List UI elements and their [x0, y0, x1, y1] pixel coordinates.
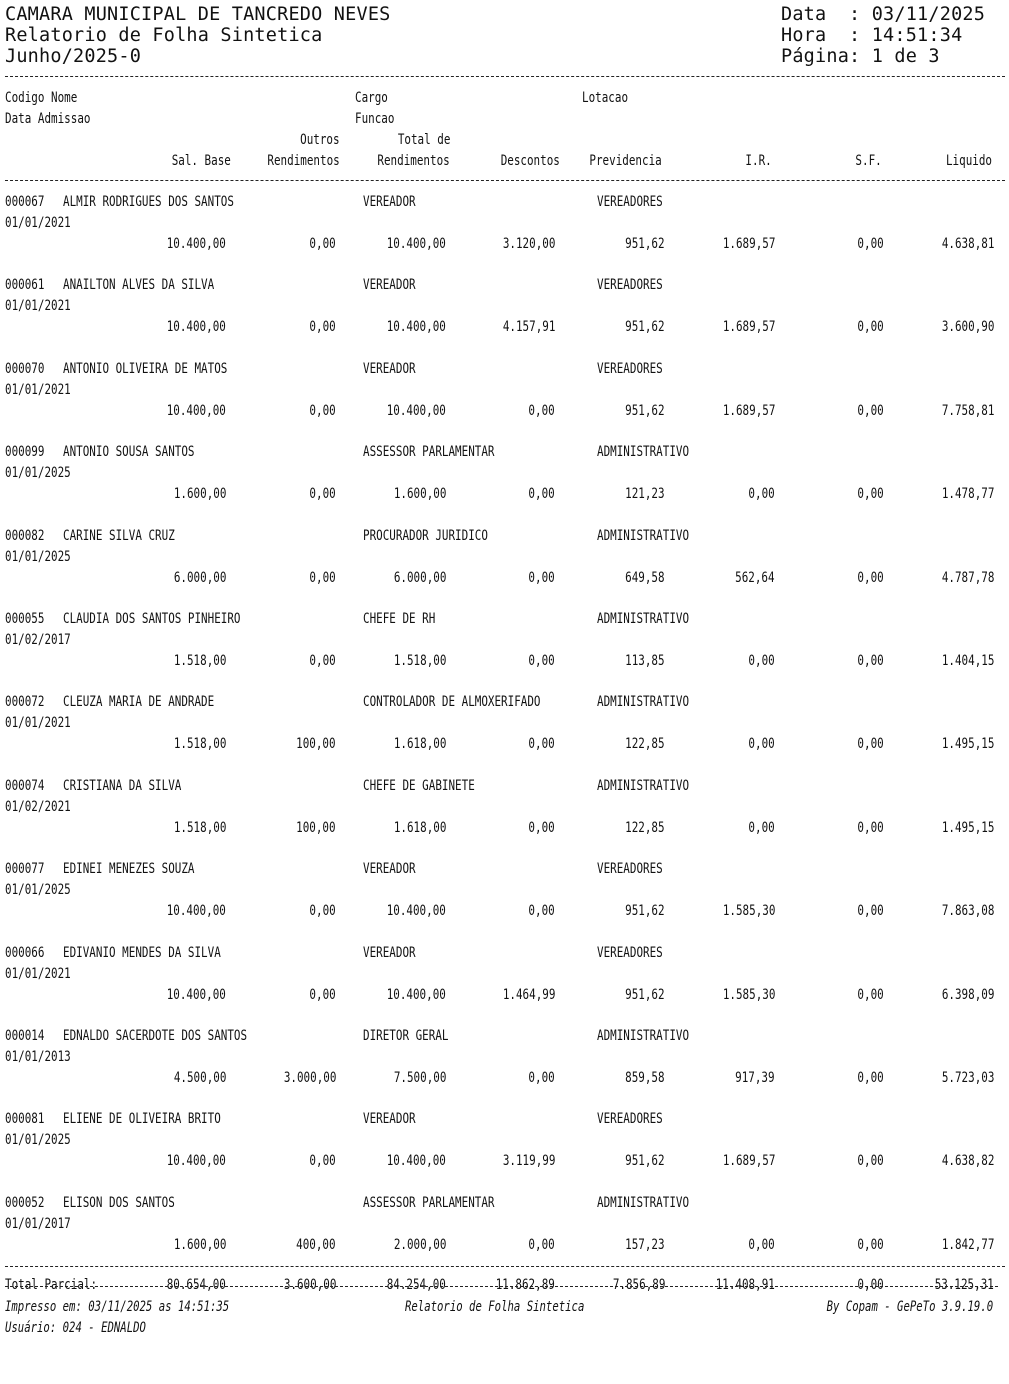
footer-by: By Copam - GePeTo 3.9.19.0: [826, 1299, 993, 1315]
employee-code: 000074: [5, 778, 45, 794]
report-title: Relatorio de Folha Sintetica: [5, 25, 323, 46]
employee-previdencia: 113,85: [625, 653, 665, 669]
employee-code: 000077: [5, 861, 45, 877]
employee-sal-base: 1.518,00: [173, 736, 226, 752]
employee-cargo: ASSESSOR PARLAMENTAR: [363, 1195, 495, 1211]
employee-lotacao: VEREADORES: [597, 361, 663, 377]
employee-sf: 0,00: [857, 403, 884, 419]
employee-previdencia: 157,23: [625, 1237, 665, 1253]
employee-sf: 0,00: [857, 1237, 884, 1253]
employee-code: 000066: [5, 945, 45, 961]
report-time: Hora : 14:51:34: [781, 25, 963, 46]
total-descontos: 11.862,89: [495, 1277, 555, 1293]
employee-name: CLAUDIA DOS SANTOS PINHEIRO: [63, 611, 241, 627]
employee-descontos: 1.464,99: [502, 987, 555, 1003]
report-date: Data : 03/11/2025: [781, 4, 986, 25]
employee-outros: 3.000,00: [283, 1070, 336, 1086]
col-outros-line2: Rendimentos: [267, 153, 340, 169]
employee-sf: 0,00: [857, 736, 884, 752]
employee-outros: 0,00: [309, 570, 336, 586]
employee-admission-date: 01/02/2021: [5, 799, 71, 815]
employee-code: 000052: [5, 1195, 45, 1211]
employee-liquido: 4.638,82: [941, 1153, 994, 1169]
employee-cargo: VEREADOR: [363, 277, 416, 293]
employee-previdencia: 951,62: [625, 903, 665, 919]
employee-ir: 917,39: [735, 1070, 775, 1086]
col-lotacao: Lotacao: [582, 90, 629, 106]
employee-ir: 1.689,57: [722, 1153, 775, 1169]
employee-sal-base: 6.000,00: [173, 570, 226, 586]
employee-total: 1.518,00: [393, 653, 446, 669]
employee-outros: 0,00: [309, 403, 336, 419]
employee-sf: 0,00: [857, 820, 884, 836]
employee-total: 10.400,00: [386, 903, 446, 919]
employee-descontos: 4.157,91: [502, 319, 555, 335]
employee-code: 000070: [5, 361, 45, 377]
employee-total: 10.400,00: [386, 236, 446, 252]
employee-cargo: CONTROLADOR DE ALMOXERIFADO: [363, 694, 541, 710]
employee-cargo: CHEFE DE GABINETE: [363, 778, 475, 794]
report-header-right: [781, 4, 985, 67]
employee-total: 7.500,00: [393, 1070, 446, 1086]
footer-printed: Impresso em: 03/11/2025 as 14:51:35: [5, 1299, 230, 1315]
employee-descontos: 3.119,99: [502, 1153, 555, 1169]
employee-record: [0, 1193, 1009, 1276]
employee-outros: 0,00: [309, 903, 336, 919]
employee-lotacao: VEREADORES: [597, 194, 663, 210]
employee-lotacao: VEREADORES: [597, 1111, 663, 1127]
employee-name: ANTONIO OLIVEIRA DE MATOS: [63, 361, 228, 377]
employee-admission-date: 01/01/2017: [5, 1216, 71, 1232]
employee-descontos: 0,00: [528, 820, 555, 836]
employee-ir: 1.585,30: [722, 903, 775, 919]
employee-cargo: VEREADOR: [363, 194, 416, 210]
employee-record: [0, 1026, 1009, 1109]
employee-outros: 100,00: [296, 736, 336, 752]
employee-previdencia: 859,58: [625, 1070, 665, 1086]
employee-record: [0, 275, 1009, 358]
employee-liquido: 4.787,78: [941, 570, 994, 586]
employee-liquido: 1.495,15: [941, 736, 994, 752]
employee-descontos: 0,00: [528, 403, 555, 419]
employee-ir: 0,00: [748, 1237, 775, 1253]
employee-liquido: 7.758,81: [941, 403, 994, 419]
employee-sal-base: 10.400,00: [166, 319, 226, 335]
column-header-divider: [5, 180, 1005, 181]
employee-cargo: DIRETOR GERAL: [363, 1028, 449, 1044]
employee-liquido: 5.723,03: [941, 1070, 994, 1086]
employee-outros: 0,00: [309, 486, 336, 502]
col-sf: S.F.: [855, 153, 882, 169]
employee-descontos: 0,00: [528, 903, 555, 919]
employee-liquido: 3.600,90: [941, 319, 994, 335]
employee-total: 2.000,00: [393, 1237, 446, 1253]
employee-outros: 400,00: [296, 1237, 336, 1253]
employee-sal-base: 1.518,00: [173, 820, 226, 836]
employee-name: CARINE SILVA CRUZ: [63, 528, 175, 544]
employee-previdencia: 951,62: [625, 403, 665, 419]
col-funcao: Funcao: [355, 111, 395, 127]
employee-ir: 0,00: [748, 736, 775, 752]
employee-sal-base: 1.600,00: [173, 1237, 226, 1253]
col-outros-line1: Outros: [300, 132, 340, 148]
total-ir: 11.408,91: [715, 1277, 775, 1293]
employee-lotacao: VEREADORES: [597, 861, 663, 877]
report-period: Junho/2025-0: [5, 46, 142, 67]
employee-ir: 0,00: [748, 653, 775, 669]
employee-sal-base: 10.400,00: [166, 236, 226, 252]
employee-admission-date: 01/01/2021: [5, 715, 71, 731]
employee-name: ALMIR RODRIGUES DOS SANTOS: [63, 194, 234, 210]
employee-record: [0, 776, 1009, 859]
employee-code: 000072: [5, 694, 45, 710]
employee-lotacao: ADMINISTRATIVO: [597, 1195, 690, 1211]
employee-admission-date: 01/01/2025: [5, 549, 71, 565]
employee-cargo: PROCURADOR JURIDICO: [363, 528, 488, 544]
total-sal-base: 80.654,00: [166, 1277, 226, 1293]
employee-name: ANAILTON ALVES DA SILVA: [63, 277, 215, 293]
col-total-line2: Rendimentos: [377, 153, 450, 169]
employee-sf: 0,00: [857, 319, 884, 335]
employee-record: [0, 859, 1009, 942]
employee-lotacao: VEREADORES: [597, 945, 663, 961]
employee-outros: 0,00: [309, 319, 336, 335]
employee-ir: 1.585,30: [722, 987, 775, 1003]
employee-descontos: 0,00: [528, 1070, 555, 1086]
employee-liquido: 1.842,77: [941, 1237, 994, 1253]
col-ir: I.R.: [745, 153, 772, 169]
employee-code: 000081: [5, 1111, 45, 1127]
employee-previdencia: 122,85: [625, 736, 665, 752]
employee-sal-base: 1.518,00: [173, 653, 226, 669]
employee-sal-base: 10.400,00: [166, 1153, 226, 1169]
employee-previdencia: 121,23: [625, 486, 665, 502]
page-indicator: Página: 1 de 3: [781, 46, 940, 67]
totals-divider: [5, 1266, 1005, 1267]
col-codigo-nome: Codigo Nome: [5, 90, 78, 106]
employee-sf: 0,00: [857, 903, 884, 919]
employee-liquido: 1.478,77: [941, 486, 994, 502]
employee-sf: 0,00: [857, 570, 884, 586]
employee-record: [0, 692, 1009, 775]
employee-sal-base: 4.500,00: [173, 1070, 226, 1086]
employee-lotacao: ADMINISTRATIVO: [597, 611, 690, 627]
employee-liquido: 6.398,09: [941, 987, 994, 1003]
employee-sf: 0,00: [857, 486, 884, 502]
employee-admission-date: 01/01/2021: [5, 966, 71, 982]
employee-total: 1.618,00: [393, 736, 446, 752]
employee-cargo: ASSESSOR PARLAMENTAR: [363, 444, 495, 460]
employee-cargo: VEREADOR: [363, 1111, 416, 1127]
employee-total: 10.400,00: [386, 319, 446, 335]
employee-outros: 0,00: [309, 1153, 336, 1169]
employee-ir: 0,00: [748, 820, 775, 836]
employee-sf: 0,00: [857, 1153, 884, 1169]
employee-descontos: 0,00: [528, 486, 555, 502]
employee-admission-date: 01/01/2021: [5, 382, 71, 398]
employee-liquido: 1.495,15: [941, 820, 994, 836]
employee-ir: 1.689,57: [722, 236, 775, 252]
employee-descontos: 3.120,00: [502, 236, 555, 252]
employee-record: [0, 1109, 1009, 1192]
employee-admission-date: 01/02/2017: [5, 632, 71, 648]
employee-ir: 0,00: [748, 486, 775, 502]
employee-previdencia: 951,62: [625, 987, 665, 1003]
employee-sal-base: 10.400,00: [166, 903, 226, 919]
employee-name: EDIVANIO MENDES DA SILVA: [63, 945, 221, 961]
footer-user: Usuário: 024 - EDNALDO: [5, 1320, 146, 1336]
employee-sf: 0,00: [857, 987, 884, 1003]
employee-liquido: 1.404,15: [941, 653, 994, 669]
employee-previdencia: 951,62: [625, 1153, 665, 1169]
employee-descontos: 0,00: [528, 653, 555, 669]
organization-name: CAMARA MUNICIPAL DE TANCREDO NEVES: [5, 4, 391, 25]
employee-lotacao: VEREADORES: [597, 277, 663, 293]
employee-sal-base: 10.400,00: [166, 987, 226, 1003]
employee-sf: 0,00: [857, 1070, 884, 1086]
employee-sf: 0,00: [857, 653, 884, 669]
employee-previdencia: 951,62: [625, 319, 665, 335]
total-outros: 3.600,00: [283, 1277, 336, 1293]
employee-cargo: VEREADOR: [363, 861, 416, 877]
employee-cargo: VEREADOR: [363, 945, 416, 961]
employee-code: 000067: [5, 194, 45, 210]
employee-previdencia: 951,62: [625, 236, 665, 252]
employee-sal-base: 10.400,00: [166, 403, 226, 419]
employee-record: [0, 359, 1009, 442]
employee-total: 1.600,00: [393, 486, 446, 502]
employee-cargo: CHEFE DE RH: [363, 611, 436, 627]
employee-record: [0, 609, 1009, 692]
totals-label: Total Parcial:: [5, 1277, 98, 1293]
total-previdencia: 7.856,89: [612, 1277, 665, 1293]
col-liquido: Liquido: [945, 153, 992, 169]
employee-code: 000082: [5, 528, 45, 544]
total-sf: 0,00: [857, 1277, 884, 1293]
employee-total: 1.618,00: [393, 820, 446, 836]
employee-admission-date: 01/01/2025: [5, 882, 71, 898]
employee-admission-date: 01/01/2021: [5, 298, 71, 314]
employee-total: 10.400,00: [386, 987, 446, 1003]
employee-descontos: 0,00: [528, 570, 555, 586]
employee-code: 000099: [5, 444, 45, 460]
employee-previdencia: 122,85: [625, 820, 665, 836]
col-cargo: Cargo: [355, 90, 388, 106]
employee-name: EDINEI MENEZES SOUZA: [63, 861, 195, 877]
employee-lotacao: ADMINISTRATIVO: [597, 1028, 690, 1044]
employee-ir: 1.689,57: [722, 403, 775, 419]
total-rendimentos: 84.254,00: [386, 1277, 446, 1293]
col-sal-base: Sal. Base: [171, 153, 231, 169]
col-descontos: Descontos: [500, 153, 560, 169]
employee-name: ELISON DOS SANTOS: [63, 1195, 175, 1211]
employee-liquido: 7.863,08: [941, 903, 994, 919]
employee-cargo: VEREADOR: [363, 361, 416, 377]
header-divider: [5, 76, 1005, 77]
employee-descontos: 0,00: [528, 736, 555, 752]
employee-record: [0, 943, 1009, 1026]
col-previdencia: Previdencia: [589, 153, 662, 169]
employee-lotacao: ADMINISTRATIVO: [597, 444, 690, 460]
employee-total: 6.000,00: [393, 570, 446, 586]
employee-outros: 0,00: [309, 987, 336, 1003]
employee-total: 10.400,00: [386, 403, 446, 419]
employee-code: 000014: [5, 1028, 45, 1044]
employee-outros: 100,00: [296, 820, 336, 836]
employee-liquido: 4.638,81: [941, 236, 994, 252]
total-liquido: 53.125,31: [934, 1277, 994, 1293]
employee-admission-date: 01/01/2025: [5, 465, 71, 481]
employee-sf: 0,00: [857, 236, 884, 252]
employee-admission-date: 01/01/2013: [5, 1049, 71, 1065]
employee-ir: 1.689,57: [722, 319, 775, 335]
employee-name: CLEUZA MARIA DE ANDRADE: [63, 694, 215, 710]
col-data-admissao: Data Admissao: [5, 111, 91, 127]
employee-previdencia: 649,58: [625, 570, 665, 586]
employee-record: [0, 442, 1009, 525]
employee-ir: 562,64: [735, 570, 775, 586]
employee-code: 000061: [5, 277, 45, 293]
employee-admission-date: 01/01/2025: [5, 1132, 71, 1148]
employee-code: 000055: [5, 611, 45, 627]
employee-lotacao: ADMINISTRATIVO: [597, 528, 690, 544]
employee-name: ELIENE DE OLIVEIRA BRITO: [63, 1111, 221, 1127]
footer-title: Relatorio de Folha Sintetica: [405, 1299, 585, 1315]
employee-record: [0, 192, 1009, 275]
employee-lotacao: ADMINISTRATIVO: [597, 778, 690, 794]
report-header-left: [5, 4, 391, 67]
totals-strike-line: [5, 1286, 998, 1287]
employee-name: ANTONIO SOUSA SANTOS: [63, 444, 195, 460]
employee-lotacao: ADMINISTRATIVO: [597, 694, 690, 710]
employee-sal-base: 1.600,00: [173, 486, 226, 502]
employee-total: 10.400,00: [386, 1153, 446, 1169]
employee-name: CRISTIANA DA SILVA: [63, 778, 182, 794]
employee-name: EDNALDO SACERDOTE DOS SANTOS: [63, 1028, 248, 1044]
employee-outros: 0,00: [309, 236, 336, 252]
col-total-line1: Total de: [397, 132, 450, 148]
employee-admission-date: 01/01/2021: [5, 215, 71, 231]
employee-outros: 0,00: [309, 653, 336, 669]
employee-record: [0, 526, 1009, 609]
employee-descontos: 0,00: [528, 1237, 555, 1253]
